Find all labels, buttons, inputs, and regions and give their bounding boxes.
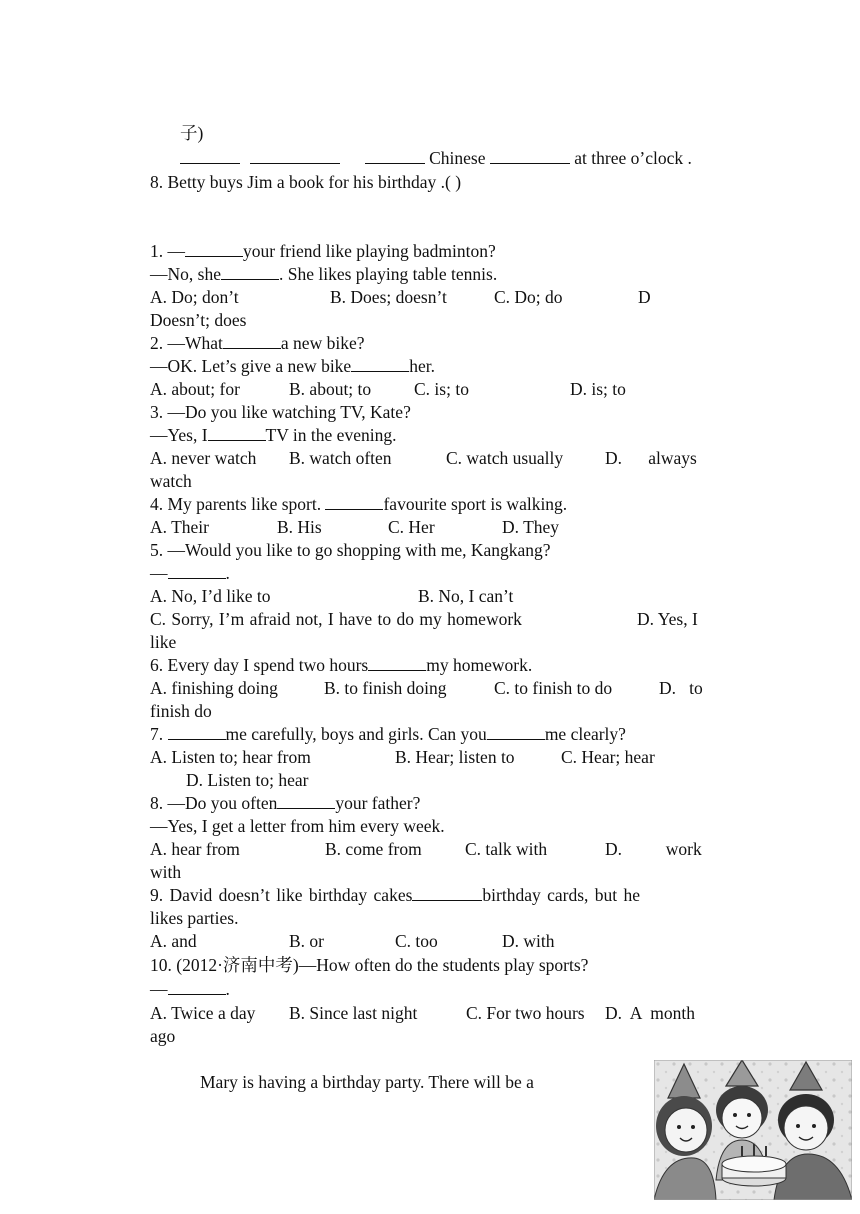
option-b: B. Does; doesn’t — [330, 287, 447, 307]
blank — [185, 241, 243, 257]
question-6-option-d-wrap: finish do — [150, 701, 212, 721]
passage-first-line: Mary is having a birthday party. There will be a — [200, 1072, 534, 1092]
question-10-reply: — . — [150, 979, 230, 999]
option-c: C. Sorry, I’m afraid not, I have to do my homework — [150, 609, 522, 629]
option-c: C. talk with — [465, 839, 548, 859]
question-7: 7. me carefully, boys and girls. Can you me clearly? — [150, 724, 626, 744]
blank — [223, 333, 281, 349]
option-b: B. about; to — [289, 379, 372, 399]
question-1-option-d-wrap: Doesn’t; does — [150, 310, 247, 330]
question-3-reply: —Yes, I TV in the evening. — [150, 425, 397, 445]
option-d: D. Listen to; hear — [186, 770, 309, 790]
option-b: B. come from — [325, 839, 422, 859]
option-d: D. A month — [605, 1003, 695, 1023]
option-c: C. Do; do — [494, 287, 563, 307]
question-1: 1. — your friend like playing badminton? — [150, 241, 496, 261]
question-2-reply: —OK. Let’s give a new bike her. — [150, 356, 435, 376]
option-c: C. too — [395, 931, 438, 951]
option-a: A. Twice a day — [150, 1003, 256, 1023]
option-b: B. watch often — [289, 448, 392, 468]
word: at three o’clock . — [574, 148, 692, 168]
option-c: C. Her — [388, 517, 435, 537]
question-8-option-d-wrap: with — [150, 862, 182, 882]
question-9: 9. David doesn’t like birthday cakes birthday cards, but he — [150, 885, 641, 905]
option-b: B. No, I can’t — [418, 586, 514, 606]
blank — [180, 148, 240, 164]
question-4: 4. My parents like sport. favourite sport is walking. — [150, 494, 568, 514]
blank — [325, 494, 383, 510]
option-a: A. No, I’d like to — [150, 586, 271, 606]
question-8: 8. —Do you often your father? — [150, 793, 421, 813]
blank — [487, 724, 545, 740]
question-2: 2. —What a new bike? — [150, 333, 365, 353]
blank — [168, 724, 226, 740]
option-a: A. hear from — [150, 839, 240, 859]
option-a: A. Their — [150, 517, 209, 537]
blank — [221, 264, 279, 280]
blank — [208, 425, 266, 441]
option-d: D. They — [502, 517, 560, 537]
blank — [368, 655, 426, 671]
option-b: B. His — [277, 517, 322, 537]
option-d: D. Yes, I — [637, 609, 698, 629]
option-d: D. is; to — [570, 379, 626, 399]
question-3-option-d-wrap: watch — [150, 471, 192, 491]
blank — [250, 148, 340, 164]
blank — [168, 563, 226, 579]
blank — [490, 148, 570, 164]
question-6: 6. Every day I spend two hours my homework. — [150, 655, 533, 675]
option-b: B. or — [289, 931, 324, 951]
birthday-party-illustration — [654, 1060, 852, 1200]
word: Chinese — [429, 148, 486, 168]
blank — [412, 885, 482, 901]
fill-in-line — [180, 147, 740, 170]
option-c: C. Hear; hear — [561, 747, 655, 767]
blank — [168, 979, 226, 995]
question-10: 10. (2012·济南中考)—How often do the students play sports? — [150, 955, 589, 975]
option-b: B. to finish doing — [324, 678, 447, 698]
sentence-8: 8. Betty buys Jim a book for his birthday .( ) — [150, 172, 462, 192]
option-d: D — [638, 287, 651, 307]
question-9-wrap: likes parties. — [150, 908, 239, 928]
option-b: B. Hear; listen to — [395, 747, 515, 767]
question-5: 5. —Would you like to go shopping with me, Kangkang? — [150, 540, 551, 560]
option-a: A. finishing doing — [150, 678, 278, 698]
option-c: C. watch usually — [446, 448, 564, 468]
option-a: A. and — [150, 931, 197, 951]
option-a: A. never watch — [150, 448, 257, 468]
question-8-reply: —Yes, I get a letter from him every week. — [150, 816, 445, 836]
chinese-fragment: 子) — [180, 123, 204, 143]
option-a: A. Listen to; hear from — [150, 747, 311, 767]
option-d: D. to — [659, 678, 703, 698]
option-a: A. about; for — [150, 379, 240, 399]
option-d: D. with — [502, 931, 555, 951]
option-d: D. work — [605, 839, 702, 859]
question-10-option-d-wrap: ago — [150, 1026, 176, 1046]
option-a: A. Do; don’t — [150, 287, 239, 307]
blank — [365, 148, 425, 164]
option-c: C. For two hours — [466, 1003, 585, 1023]
option-c: C. to finish to do — [494, 678, 613, 698]
option-d: D. always — [605, 448, 697, 468]
blank — [351, 356, 409, 372]
question-5-option-d-wrap: like — [150, 632, 177, 652]
question-5-reply: — . — [150, 563, 230, 583]
option-b: B. Since last night — [289, 1003, 418, 1023]
blank — [277, 793, 335, 809]
option-c: C. is; to — [414, 379, 469, 399]
question-1-reply: —No, she . She likes playing table tennis. — [150, 264, 498, 284]
question-3: 3. —Do you like watching TV, Kate? — [150, 402, 411, 422]
